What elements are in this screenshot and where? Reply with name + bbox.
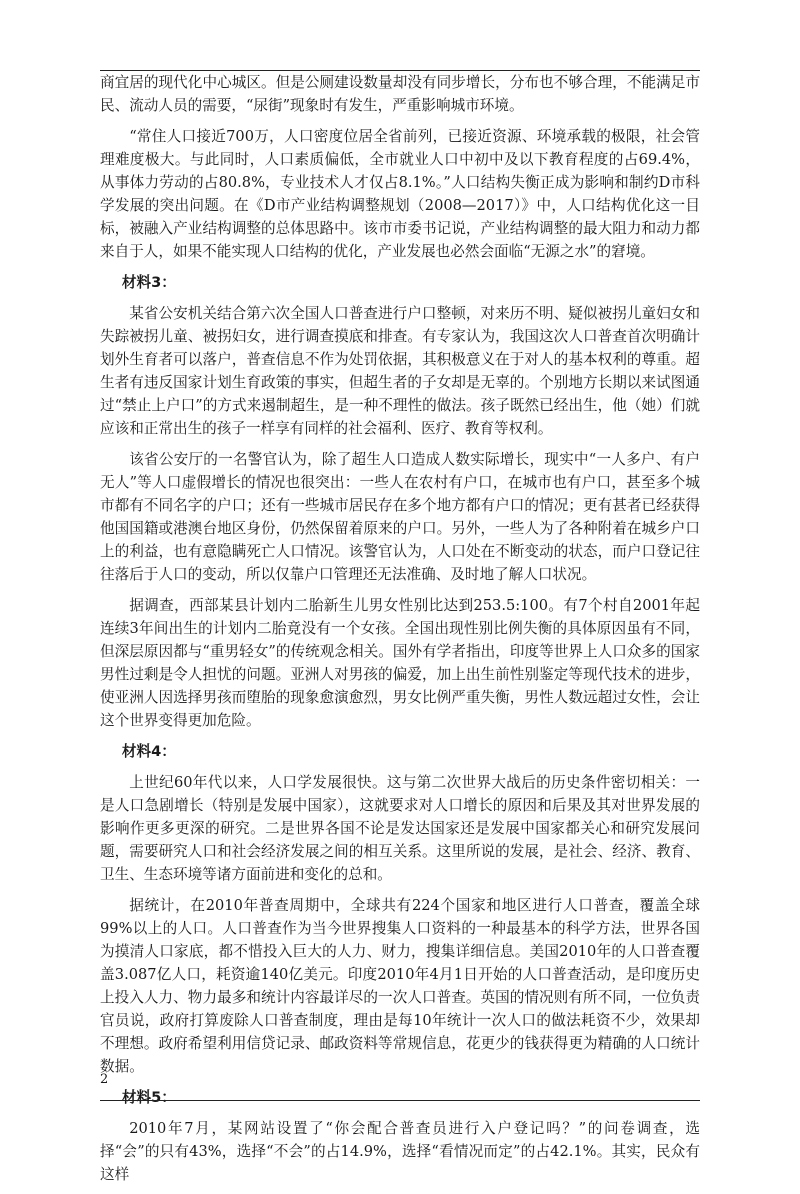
section-heading: 材料5： (121, 1089, 176, 1106)
paragraph: 2010年7月，某网站设置了“你会配合普查员进行入户登记吗？”的问卷调查，选择“会”的只有43%，选择“不会”的占14.9%，选择“看情况而定”的占42.1%。其实，民众有这样 (100, 1120, 700, 1183)
paragraph: 上世纪60年代以来，人口学发展很快。这与第二次世界大战后的历史条件密切相关：一是人口急剧增长（特别是发展中国家），这就要求对人口增长的原因和后果及其对世界发展的影响作更多更深的研究。二是世界各国不论是发达国家还是发展中国家都关心和研究发展问题，需要研究人口和社会经济发展之间的相互关系。这里所说的发展，是社会、经济、教育、卫生、生态环境等诸方面前进和变化的总和。 (100, 774, 700, 883)
section-heading: 材料3： (121, 274, 176, 291)
bottom-rule (100, 1100, 700, 1101)
paragraph: “常住人口接近700万，人口密度位居全省前列，已接近资源、环境承载的极限，社会管理难度极大。与此同时，人口素质偏低，全市就业人口中初中及以下教育程度的占69.4%，从事体力劳动的占80.8%，专业技术人才仅占8.1%。”人口结构失衡正成为影响和制约D市科学发展的突出问题。在《D市产业结构调整规划（2008—2017）》中，人口结构优化这一目标，被融入产业结构调整的总体思路中。该市市委书记说，产业结构调整的最大阻力和动力都来自于人，如果不能实现人口结构的优化，产业发展也必然会面临“无源之水”的窘境。 (100, 128, 700, 260)
paragraph: 该省公安厅的一名警官认为，除了超生人口造成人数实际增长，现实中“一人多户、有户无人”等人口虚假增长的情况也很突出：一些人在农村有户口，在城市也有户口，甚至多个城市都有不同名字的户口；还有一些城市居民存在多个地方都有户口的情况；更有甚者已经获得他国国籍或港澳台地区身份，仍然保留着原来的户口。另外，一些人为了各种附着在城乡户口上的利益，也有意隐瞒死亡人口情况。该警官认为，人口处在不断变动的状态，而户口登记往往落后于人口的变动，所以仅靠户口管理还无法准确、及时地了解人口状况。 (100, 451, 700, 583)
document-body (100, 71, 700, 1194)
paragraph: 商宜居的现代化中心城区。但是公厕建设数量却没有同步增长，分布也不够合理，不能满足市民、流动人员的需要，“尿街”现象时有发生，严重影响城市环境。 (100, 74, 700, 114)
paragraph: 某省公安机关结合第六次全国人口普查进行户口整顿，对来历不明、疑似被拐儿童妇女和失踪被拐儿童、被拐妇女，进行调查摸底和排查。有专家认为，我国这次人口普查首次明确计划外生育者可以落户，普查信息不作为处罚依据，其积极意义在于对人的基本权利的尊重。超生者有违反国家计划生育政策的事实，但超生者的子女却是无辜的。个别地方长期以来试图通过“禁止上户口”的方式来遏制超生，是一种不理性的做法。孩子既然已经出生，他（她）们就应该和正常出生的孩子一样享有同样的社会福利、医疗、教育等权利。 (100, 305, 700, 437)
section-heading: 材料4： (121, 743, 176, 760)
paragraph: 据调查，西部某县计划内二胎新生儿男女性别比达到253.5:100。有7个村自2001年起连续3年间出生的计划内二胎竟没有一个女孩。全国出现性别比例失衡的具体原因虽有不同，但深层原因都与“重男轻女”的传统观念相关。国外有学者指出，印度等世界上人口众多的国家男性过剩是令人担忧的问题。亚洲人对男孩的偏爱，加上出生前性别鉴定等现代技术的进步，使亚洲人因选择男孩而堕胎的现象愈演愈烈，男女比例严重失衡，男性人数远超过女性，会让这个世界变得更加危险。 (100, 597, 700, 729)
page-number: 2 (100, 1072, 109, 1087)
paragraph: 据统计，在2010年普查周期中，全球共有224个国家和地区进行人口普查，覆盖全球99%以上的人口。人口普查作为当今世界搜集人口资料的一种最基本的科学方法，世界各国为摸清人口家底，都不惜投入巨大的人力、财力，搜集详细信息。美国2010年的人口普查覆盖3.087亿人口，耗资逾140亿美元。印度2010年4月1日开始的人口普查活动，是印度历史上投入人力、物力最多和统计内容最详尽的一次人口普查。英国的情况则有所不同，一位负责官员说，政府打算废除人口普查制度，理由是每10年统计一次人口的做法耗资不少，效果却不理想。政府希望利用信贷记录、邮政资料等常规信息，花更少的钱获得更为精确的人口统计数据。 (100, 897, 700, 1075)
